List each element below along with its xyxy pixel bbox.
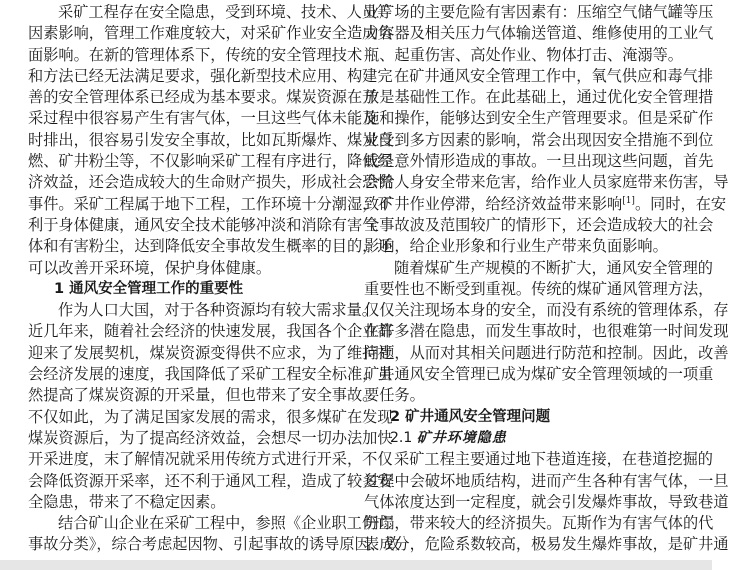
paragraph-text: 。同时，在安 [634,194,727,213]
paragraph-line: 不仅如此，为了满足国家发展的需求，很多煤矿在发现 [28,407,393,426]
paragraph-line: 坍塌，带来较大的经济损失。瓦斯作为有害气体的代 [364,514,714,533]
paragraph-line: 会给人身安全带来危害，给作业人员家庭带来伤害，导 [364,173,729,192]
paragraph-line: 然提高了煤炭资源的开采量，但也带来了安全事故。 [28,386,378,405]
paragraph-line: 瓶、起重伤害、高处作业、物体打击、淹溺等。 [364,45,683,64]
paragraph-line: 会降低资源开采率，还不利于通风工程，造成了较多安 [28,471,393,490]
paragraph-line: 问题，从而对其相关问题进行防范和控制。因此，改善 [364,343,729,362]
paragraph-line: 善的安全管理体系已经成为基本要求。煤炭资源在开 [28,88,378,107]
paragraph-line: 放是基础性工作。在此基础上，通过优化安全管理措 [364,88,714,107]
paragraph-line: 迎来了发展契机，煤炭资源变得供不应求，为了维持社 [28,343,393,362]
paragraph-line: 表成分，危险系数较高，极易发生爆炸事故，是矿井通 [364,535,729,554]
paragraph-line: 济效益，还会造成较大的生命财产损失，形成社会恐慌 [28,173,393,192]
paragraph-line: 因素影响，管理工作难度较大，对采矿作业安全造成负 [28,24,393,43]
paragraph-line: 面影响。在新的管理体系下，传统的安全管理技术 [28,45,363,64]
paragraph-line: 业受到多方因素的影响，常会出现因安全措施不到位 [364,130,714,149]
paragraph-line: 近几年来，随着社会经济的快速发展，我国各个企业都 [28,322,393,341]
paragraph-line: 时排出，很容易引发安全事故，比如瓦斯爆炸、煤炭自 [28,130,393,149]
paragraph-line: 燃、矿井粉尘等，不仅影响采矿工程有序进行，降低经 [28,152,393,171]
paragraph-line: 开采进度，末了解情况就采用传统方式进行开采，不仅 [28,450,393,469]
paragraph-line: 要任务。 [364,386,425,405]
paragraph-line-with-citation [364,194,727,215]
paragraph-line: 业广场的主要危险有害因素有：压缩空气储气罐等压 [364,3,714,21]
paragraph-line: 可以改善开采环境，保护身体健康。 [28,258,271,277]
bottom-scroll-strip [0,560,712,570]
paragraph-line: 结合矿山企业在采矿工程中，参照《企业职工伤亡 [58,514,393,533]
paragraph-text: 致矿井作业停滞，给经济效益带来影响 [364,194,623,213]
subsection-number: 2.1 [390,429,413,446]
paragraph-line: 体和有害粉尘，达到降低安全事故发生概率的目的，还 [28,237,393,256]
paragraph-line: 采矿工程主要通过地下巷道连接，在巷道挖掘的 [394,450,713,469]
paragraph-line: 全隐患，带来了不稳定因素。 [28,492,226,511]
paragraph-line: 和方法已经无法满足要求，强化新型技术应用、构建完 [28,66,393,85]
paragraph-line: 随着煤矿生产规模的不断扩大，通风安全管理的 [394,258,713,277]
section-heading-1: 1 通风安全管理工作的重要性 [54,280,244,297]
paragraph-line: 在矿井通风安全管理工作中，氧气供应和毒气排 [394,66,713,85]
subsection-title: 矿井环境隐患 [416,429,507,446]
paragraph-line: 力容器及相关压力气体输送管道、维修使用的工业气 [364,24,714,43]
paragraph-line: 过程中会破坏地质结构，进而产生各种有害气体，一旦 [364,471,729,490]
paragraph-line: 全事故波及范围较广的情形下，还会造成较大的社会 [364,215,714,234]
paragraph-line: 会经济发展的速度，我国降低了采矿工程安全标准，虽 [28,365,393,384]
paragraph-line: 施和操作，能够达到安全生产管理要求。但是采矿作 [364,109,714,128]
paragraph-line: 气体浓度达到一定程度，就会引发爆炸事故，导致巷道 [364,492,729,511]
paragraph-line: 矿井通风安全管理已成为煤矿安全管理领域的一项重 [364,365,714,384]
paragraph-line: 事件。采矿工程属于地下工程，工作环境十分潮湿，不 [28,194,393,213]
paragraph-line: 影响，给企业形象和行业生产带来负面影响。 [364,237,668,256]
paragraph-line: 采矿工程存在安全隐患，受到环境、技术、人员等 [58,3,393,21]
right-column [364,2,729,556]
paragraph-line: 作为人口大国，对于各种资源均有较大需求量。 [58,301,377,320]
paragraph-line: 煤炭资源后，为了提高经济效益，会想尽一切办法加快 [28,428,393,447]
paragraph-line: 重要性也不断受到重视。传统的煤矿通风管理方法， [364,279,714,298]
paragraph-line: 事故分类》，综合考虑起因物、引起事故的诱导原因、致 [28,535,401,554]
paragraph-line: 仅仅关注现场本身的安全，而没有系统的管理体系，存 [364,301,729,320]
paragraph-line: 在许多潜在隐患，而发生事故时，也很难第一时间发现 [364,322,729,341]
section-heading-2: 2 矿井通风安全管理问题 [390,408,551,425]
paragraph-line: 或是意外情形造成的事故。一旦出现这些问题，首先 [364,152,714,171]
paragraph-line: 利于身体健康，通风安全技术能够冲淡和消除有害气 [28,215,378,234]
paragraph-line: 采过程中很容易产生有害气体，一旦这些气体未能及 [28,109,378,128]
citation-marker: [1] [622,195,635,206]
subsection-heading-2-1 [364,428,694,449]
